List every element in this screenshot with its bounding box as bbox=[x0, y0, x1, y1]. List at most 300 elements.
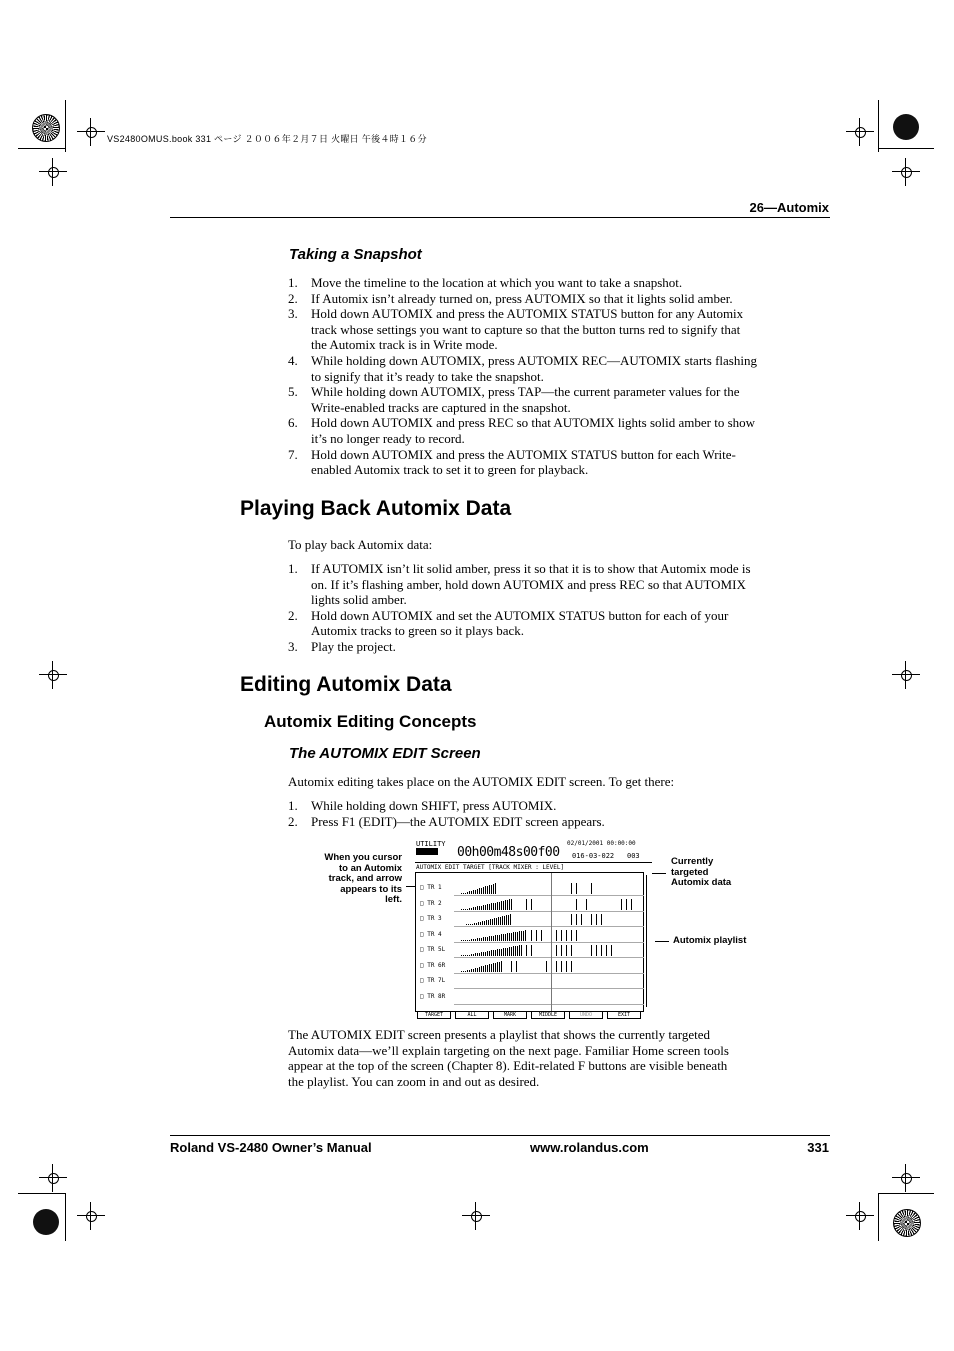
step-number: 2. bbox=[288, 813, 298, 829]
f-button-undo[interactable]: UNDO bbox=[569, 1011, 603, 1019]
track-label: □ TR 6R bbox=[420, 961, 446, 969]
automix-event-mark bbox=[531, 899, 532, 910]
step-text: If Automix isn’t already turned on, press AUTOMIX so that it lights solid amber. bbox=[311, 290, 733, 306]
automix-event-mark bbox=[487, 904, 488, 910]
automix-event-mark bbox=[467, 940, 468, 941]
automix-event-mark bbox=[536, 930, 537, 941]
automix-event-mark bbox=[465, 940, 466, 941]
track-label: □ TR 3 bbox=[420, 915, 442, 922]
text-line: track, and arrow bbox=[328, 873, 402, 884]
step-text: Press F1 (EDIT)—the AUTOMIX EDIT screen appears. bbox=[311, 813, 605, 829]
automix-event-mark bbox=[471, 939, 472, 941]
automix-event-mark bbox=[488, 920, 489, 925]
automix-event-mark bbox=[469, 955, 470, 956]
callout-targeted-data bbox=[671, 857, 761, 889]
track-label: □ TR 8R bbox=[420, 992, 446, 1000]
automix-event-mark bbox=[621, 899, 622, 910]
automix-event-mark bbox=[467, 892, 468, 894]
automix-event-mark bbox=[477, 938, 478, 941]
automix-event-mark bbox=[489, 904, 490, 910]
automix-event-mark bbox=[491, 950, 492, 956]
step-text: Hold down AUTOMIX and set the AUTOMIX STATUS button for each of your bbox=[311, 607, 729, 623]
screen-marker: 003 bbox=[627, 852, 640, 860]
automix-event-mark bbox=[546, 961, 547, 972]
automix-event-mark bbox=[571, 930, 572, 941]
automix-event-mark bbox=[541, 930, 542, 941]
automix-event-mark bbox=[513, 932, 514, 941]
playlist-track-row[interactable] bbox=[416, 975, 644, 989]
step-number: 2. bbox=[288, 290, 298, 306]
automix-event-mark bbox=[508, 915, 509, 925]
automix-event-mark bbox=[497, 949, 498, 956]
automix-event-mark bbox=[486, 920, 487, 925]
text-line: appears to its bbox=[340, 883, 402, 895]
step-number: 1. bbox=[288, 275, 298, 290]
automix-event-mark bbox=[511, 961, 512, 972]
automix-event-mark bbox=[566, 930, 567, 941]
footer-website: www.rolandus.com bbox=[530, 1140, 649, 1155]
automix-event-mark bbox=[507, 900, 508, 910]
step-item bbox=[288, 639, 818, 655]
step-text: Move the timeline to the location at which you want to take a snapshot. bbox=[311, 275, 683, 290]
automix-event-mark bbox=[484, 921, 485, 925]
automix-event-mark bbox=[576, 930, 577, 941]
automix-event-mark bbox=[482, 921, 483, 925]
playlist-track-row[interactable] bbox=[416, 913, 644, 927]
automix-event-mark bbox=[492, 919, 493, 925]
automix-event-mark bbox=[477, 889, 478, 894]
registration-dot-icon bbox=[893, 114, 919, 140]
automix-event-mark bbox=[576, 899, 577, 910]
automix-event-mark bbox=[481, 952, 482, 956]
step-number: 3. bbox=[288, 306, 298, 322]
automix-event-mark bbox=[601, 914, 602, 925]
closing-paragraph bbox=[288, 1027, 818, 1089]
automix-event-mark bbox=[489, 885, 490, 894]
automix-event-mark bbox=[485, 937, 486, 941]
automix-event-mark bbox=[480, 922, 481, 925]
automix-event-mark bbox=[505, 948, 506, 956]
automix-event-mark bbox=[501, 901, 502, 910]
automix-event-mark bbox=[467, 970, 468, 972]
automix-event-mark bbox=[556, 961, 557, 972]
registration-cross-icon bbox=[892, 1164, 920, 1192]
automix-event-mark bbox=[483, 905, 484, 910]
automix-event-mark bbox=[467, 955, 468, 956]
automix-event-mark bbox=[475, 890, 476, 894]
automix-event-mark bbox=[479, 967, 480, 972]
automix-event-mark bbox=[466, 924, 467, 925]
step-text: While holding down AUTOMIX, press AUTOMIX REC—AUTOMIX starts flashing bbox=[311, 352, 757, 368]
automix-event-mark bbox=[487, 951, 488, 956]
automix-event-mark bbox=[509, 947, 510, 956]
automix-event-mark bbox=[474, 923, 475, 925]
automix-event-mark bbox=[571, 945, 572, 956]
snapshot-heading: Taking a Snapshot bbox=[289, 246, 422, 263]
screen-status-area bbox=[415, 840, 652, 870]
automix-event-mark bbox=[561, 961, 562, 972]
track-label: □ TR 2 bbox=[420, 899, 442, 907]
automix-event-mark bbox=[626, 899, 627, 910]
screen-mode: UTILITY bbox=[416, 840, 446, 848]
automix-event-mark bbox=[566, 961, 567, 972]
automix-event-mark bbox=[463, 940, 464, 941]
automix-event-mark bbox=[491, 964, 492, 972]
step-item bbox=[288, 447, 818, 478]
automix-event-mark bbox=[495, 935, 496, 941]
automix-event-mark bbox=[502, 916, 503, 925]
track-label: □ TR 1 bbox=[420, 884, 442, 891]
automix-event-mark bbox=[465, 955, 466, 956]
automix-event-mark bbox=[483, 966, 484, 972]
automix-event-mark bbox=[483, 887, 484, 894]
automix-event-mark bbox=[515, 946, 516, 956]
step-text: it’s no longer ready to record. bbox=[311, 430, 465, 446]
automix-event-mark bbox=[485, 905, 486, 910]
step-item bbox=[288, 291, 818, 307]
automix-event-mark bbox=[489, 951, 490, 956]
automix-event-mark bbox=[461, 893, 462, 894]
registration-cross-icon bbox=[39, 158, 67, 186]
editing-steps bbox=[288, 798, 818, 829]
automix-event-mark bbox=[493, 963, 494, 972]
automix-event-mark bbox=[487, 886, 488, 894]
automix-event-mark bbox=[473, 890, 474, 894]
step-item bbox=[288, 814, 818, 830]
step-number: 2. bbox=[288, 607, 298, 623]
automix-event-mark bbox=[473, 939, 474, 941]
header-rule bbox=[170, 217, 830, 218]
automix-event-mark bbox=[468, 924, 469, 925]
screen-heading: The AUTOMIX EDIT Screen bbox=[289, 745, 481, 762]
automix-event-mark bbox=[475, 968, 476, 972]
automix-event-mark bbox=[475, 953, 476, 956]
step-item bbox=[288, 353, 818, 384]
automix-event-mark bbox=[510, 914, 511, 925]
registration-cross-icon bbox=[77, 1202, 105, 1230]
automix-event-mark bbox=[496, 918, 497, 925]
automix-event-mark bbox=[481, 906, 482, 910]
step-number: 6. bbox=[288, 415, 298, 431]
step-text: Play the project. bbox=[311, 638, 396, 654]
automix-event-mark bbox=[477, 953, 478, 956]
text-line: to an Automix bbox=[339, 862, 402, 874]
automix-event-mark bbox=[483, 952, 484, 956]
automix-event-mark bbox=[471, 954, 472, 956]
automix-event-mark bbox=[465, 971, 466, 972]
step-item bbox=[288, 608, 818, 639]
playlist-track-row[interactable] bbox=[416, 944, 644, 958]
automix-event-mark bbox=[469, 891, 470, 894]
editing-intro: Automix editing takes place on the AUTOMIX EDIT screen. To get there: bbox=[288, 774, 675, 789]
automix-event-mark bbox=[479, 938, 480, 941]
registration-cross-icon bbox=[39, 1164, 67, 1192]
automix-event-mark bbox=[503, 934, 504, 941]
automix-event-mark bbox=[611, 945, 612, 956]
automix-event-mark bbox=[497, 962, 498, 972]
print-header: VS2480OMUS.book 331 ページ ２００６年２月７日 火曜日 午後４時１６分 bbox=[107, 134, 427, 144]
automix-event-mark bbox=[481, 966, 482, 972]
step-item bbox=[288, 275, 818, 291]
playing-heading: Playing Back Automix Data bbox=[240, 497, 512, 520]
automix-event-mark bbox=[606, 945, 607, 956]
automix-event-mark bbox=[531, 930, 532, 941]
automix-event-mark bbox=[499, 949, 500, 956]
automix-event-mark bbox=[499, 935, 500, 941]
text-line: When you cursor bbox=[324, 852, 402, 863]
automix-event-mark bbox=[497, 902, 498, 910]
text-line: appear at the top of the screen (Chapter 8). Edit-related F buttons are visible beneath bbox=[288, 1058, 728, 1074]
step-text: Write-enabled tracks are captured in the snapshot. bbox=[311, 399, 571, 415]
step-text: lights solid amber. bbox=[311, 592, 407, 608]
automix-event-mark bbox=[523, 931, 524, 941]
automix-event-mark bbox=[601, 945, 602, 956]
text-line: Currently bbox=[671, 856, 714, 867]
playlist-track-row[interactable] bbox=[416, 960, 644, 974]
automix-event-mark bbox=[473, 907, 474, 910]
automix-event-mark bbox=[493, 884, 494, 894]
automix-event-mark bbox=[491, 936, 492, 941]
automix-event-mark bbox=[500, 917, 501, 925]
automix-event-mark bbox=[473, 954, 474, 956]
playing-intro: To play back Automix data: bbox=[288, 537, 433, 552]
automix-event-mark bbox=[513, 946, 514, 956]
automix-event-mark bbox=[501, 934, 502, 941]
automix-event-mark bbox=[576, 883, 577, 894]
automix-event-mark bbox=[556, 930, 557, 941]
automix-event-mark bbox=[561, 945, 562, 956]
automix-event-mark bbox=[531, 945, 532, 956]
automix-event-mark bbox=[507, 933, 508, 941]
editing-heading: Editing Automix Data bbox=[240, 673, 452, 696]
f-button-target[interactable]: TARGET bbox=[417, 1011, 451, 1019]
automix-event-mark bbox=[561, 930, 562, 941]
automix-event-mark bbox=[571, 961, 572, 972]
automix-event-mark bbox=[556, 945, 557, 956]
automix-event-mark bbox=[526, 945, 527, 956]
automix-playlist[interactable] bbox=[415, 872, 644, 1012]
playlist-track-row[interactable] bbox=[416, 929, 644, 943]
automix-event-mark bbox=[596, 945, 597, 956]
registration-cross-icon bbox=[892, 661, 920, 689]
automix-event-mark bbox=[505, 900, 506, 910]
automix-event-mark bbox=[498, 917, 499, 925]
automix-event-mark bbox=[581, 914, 582, 925]
registration-cross-icon bbox=[77, 118, 105, 146]
registration-cross-icon bbox=[846, 1202, 874, 1230]
automix-event-mark bbox=[461, 909, 462, 910]
automix-event-mark bbox=[487, 937, 488, 941]
step-text: Hold down AUTOMIX and press REC so that AUTOMIX lights solid amber to show bbox=[311, 415, 756, 431]
automix-event-mark bbox=[504, 916, 505, 925]
automix-event-mark bbox=[481, 888, 482, 894]
automix-event-mark bbox=[586, 899, 587, 910]
automix-event-mark bbox=[576, 914, 577, 925]
step-item bbox=[288, 798, 818, 814]
automix-event-mark bbox=[596, 914, 597, 925]
automix-event-mark bbox=[483, 937, 484, 941]
automix-event-mark bbox=[495, 963, 496, 972]
automix-event-mark bbox=[479, 906, 480, 910]
automix-event-mark bbox=[485, 886, 486, 894]
automix-event-mark bbox=[475, 939, 476, 941]
automix-event-mark bbox=[461, 971, 462, 972]
automix-event-mark bbox=[511, 933, 512, 941]
step-number: 1. bbox=[288, 561, 298, 576]
callout-cursor-arrow bbox=[300, 853, 402, 906]
automix-event-mark bbox=[503, 901, 504, 910]
step-text: While holding down SHIFT, press AUTOMIX. bbox=[311, 798, 557, 813]
automix-event-mark bbox=[489, 936, 490, 941]
screen-header-line: AUTOMIX EDIT TARGET [TRACK MIXER : LEVEL] bbox=[416, 864, 565, 871]
step-number: 5. bbox=[288, 384, 298, 400]
f-button-middle[interactable]: MIDDLE bbox=[531, 1011, 565, 1019]
automix-event-mark bbox=[465, 893, 466, 894]
automix-event-mark bbox=[487, 965, 488, 972]
automix-event-mark bbox=[507, 948, 508, 956]
automix-event-mark bbox=[631, 899, 632, 910]
automix-event-mark bbox=[469, 908, 470, 910]
registration-cross-icon bbox=[892, 158, 920, 186]
automix-event-mark bbox=[479, 953, 480, 956]
footer-rule bbox=[170, 1135, 830, 1136]
automix-event-mark bbox=[506, 915, 507, 925]
automix-event-mark bbox=[463, 971, 464, 972]
automix-event-mark bbox=[489, 964, 490, 972]
playlist-track-row[interactable] bbox=[416, 991, 644, 1005]
automix-event-mark bbox=[478, 922, 479, 925]
snapshot-steps bbox=[288, 275, 818, 478]
automix-event-mark bbox=[469, 970, 470, 972]
registration-rosette-icon bbox=[32, 114, 60, 142]
step-number: 4. bbox=[288, 352, 298, 368]
automix-event-mark bbox=[463, 909, 464, 910]
automix-event-mark bbox=[491, 885, 492, 894]
text-line: targeted bbox=[671, 866, 709, 878]
automix-event-mark bbox=[591, 945, 592, 956]
automix-event-mark bbox=[470, 924, 471, 925]
step-item bbox=[288, 306, 818, 353]
automix-event-mark bbox=[519, 945, 520, 956]
automix-event-mark bbox=[591, 883, 592, 894]
automix-event-mark bbox=[477, 968, 478, 972]
concepts-heading: Automix Editing Concepts bbox=[264, 712, 477, 731]
playlist-track-row[interactable] bbox=[416, 898, 644, 912]
automix-event-mark bbox=[485, 952, 486, 956]
registration-rosette-icon bbox=[893, 1209, 921, 1237]
automix-event-mark bbox=[477, 906, 478, 910]
automix-event-mark bbox=[467, 909, 468, 910]
automix-event-mark bbox=[494, 918, 495, 925]
f-button-exit[interactable]: EXIT bbox=[607, 1011, 641, 1019]
automix-event-mark bbox=[469, 940, 470, 941]
automix-event-mark bbox=[516, 961, 517, 972]
step-item bbox=[288, 561, 818, 608]
step-text: While holding down AUTOMIX, press TAP—the current parameter values for the bbox=[311, 384, 740, 400]
automix-event-mark bbox=[505, 934, 506, 941]
automix-event-mark bbox=[485, 965, 486, 972]
automix-event-mark bbox=[499, 902, 500, 910]
step-item bbox=[288, 384, 818, 415]
automix-event-mark bbox=[509, 899, 510, 910]
step-text: Automix tracks to green so it plays back. bbox=[311, 623, 525, 639]
screen-time-display: 00h00m48s00f00 bbox=[457, 845, 560, 860]
automix-event-mark bbox=[473, 969, 474, 972]
footer-manual-title: Roland VS-2480 Owner’s Manual bbox=[170, 1140, 372, 1155]
text-line: left. bbox=[385, 894, 402, 905]
text-line: the playlist. You can zoom in and out as desired. bbox=[288, 1073, 540, 1089]
automix-event-mark bbox=[511, 947, 512, 956]
automix-event-mark bbox=[566, 945, 567, 956]
screen-track-indicator bbox=[416, 848, 438, 855]
registration-cross-icon bbox=[846, 118, 874, 146]
step-text: Hold down AUTOMIX and press the AUTOMIX STATUS button for each Write- bbox=[311, 446, 736, 462]
automix-event-mark bbox=[461, 940, 462, 941]
automix-event-mark bbox=[461, 955, 462, 956]
registration-cross-icon bbox=[462, 1202, 490, 1230]
automix-event-mark bbox=[471, 891, 472, 894]
automix-event-mark bbox=[463, 893, 464, 894]
step-text: Hold down AUTOMIX and press the AUTOMIX STATUS button for any Automix bbox=[311, 306, 744, 322]
f-button-mark[interactable]: MARK bbox=[493, 1011, 527, 1019]
automix-event-mark bbox=[493, 903, 494, 910]
screen-date-time: 02/01/2001 00:00:00 bbox=[567, 840, 636, 847]
automix-event-mark bbox=[591, 914, 592, 925]
automix-event-mark bbox=[503, 948, 504, 956]
automix-event-mark bbox=[471, 908, 472, 910]
footer-page-number: 331 bbox=[807, 1140, 829, 1155]
automix-event-mark bbox=[521, 931, 522, 941]
text-line: Automix data bbox=[671, 877, 732, 888]
automix-event-mark bbox=[476, 923, 477, 925]
step-number: 1. bbox=[288, 798, 298, 813]
automix-event-mark bbox=[495, 950, 496, 956]
step-text: enabled Automix track to set it to green for playback. bbox=[311, 462, 589, 478]
automix-event-mark bbox=[499, 962, 500, 972]
text-line: The AUTOMIX EDIT screen presents a playlist that shows the currently targeted bbox=[288, 1027, 711, 1042]
automix-event-mark bbox=[519, 931, 520, 941]
automix-event-mark bbox=[493, 950, 494, 956]
automix-event-mark bbox=[517, 946, 518, 956]
step-text: to signify that it’s ready to take the snapshot. bbox=[311, 368, 544, 384]
automix-event-mark bbox=[475, 907, 476, 910]
automix-event-mark bbox=[495, 903, 496, 910]
step-number: 3. bbox=[288, 638, 298, 654]
step-text: the Automix track is in Write mode. bbox=[311, 337, 498, 353]
automix-event-mark bbox=[511, 899, 512, 910]
automix-event-mark bbox=[525, 930, 526, 941]
track-label: □ TR 7L bbox=[420, 977, 446, 984]
f-button-all[interactable]: ALL bbox=[455, 1011, 489, 1019]
automix-event-mark bbox=[521, 945, 522, 956]
automix-event-mark bbox=[501, 949, 502, 956]
automix-event-mark bbox=[491, 903, 492, 910]
automix-event-mark bbox=[571, 914, 572, 925]
screen-measure-beat: 016-03-022 bbox=[572, 852, 615, 860]
automix-event-mark bbox=[515, 932, 516, 941]
step-text: track whose settings you want to capture so that the button turns red to signify that bbox=[311, 321, 741, 337]
automix-event-mark bbox=[471, 969, 472, 972]
automix-event-mark bbox=[479, 888, 480, 894]
automix-event-mark bbox=[472, 924, 473, 925]
registration-cross-icon bbox=[39, 661, 67, 689]
playlist-track-row[interactable] bbox=[416, 882, 644, 896]
automix-event-mark bbox=[481, 938, 482, 941]
automix-event-mark bbox=[493, 936, 494, 941]
function-buttons bbox=[415, 1011, 652, 1018]
automix-event-mark bbox=[495, 883, 496, 894]
playing-steps bbox=[288, 561, 818, 655]
